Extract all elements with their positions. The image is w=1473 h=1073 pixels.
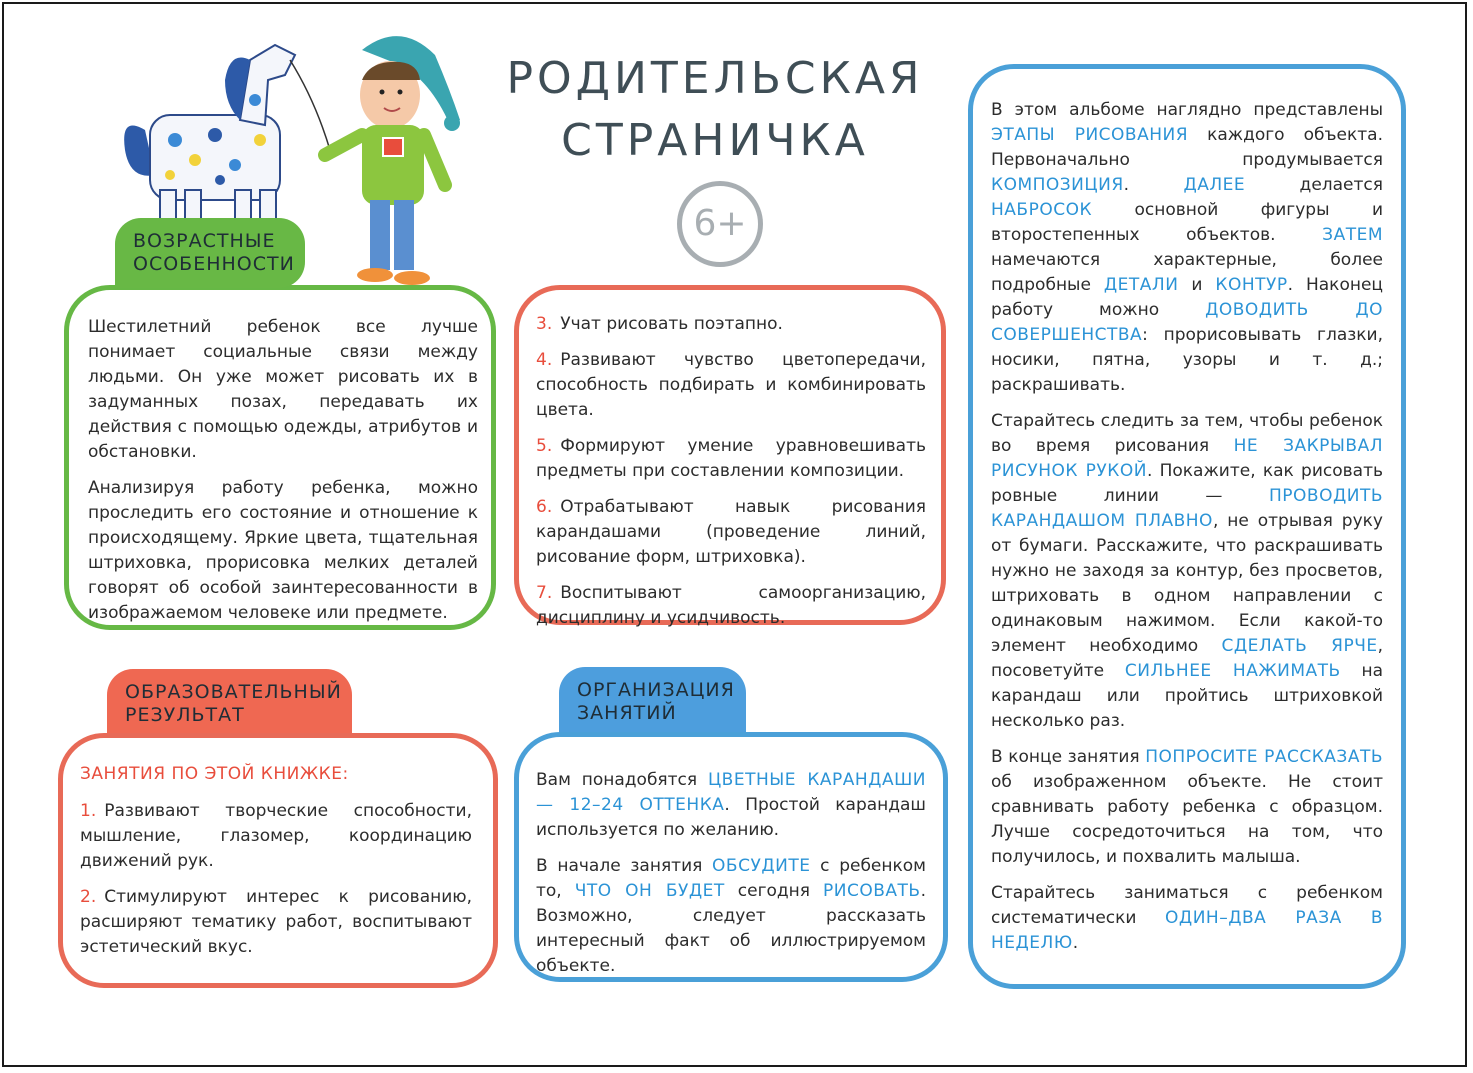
list-item: 5. Формируют умение уравновешивать предметы при составлении композиции. <box>536 436 926 481</box>
list-item: 3. Учат рисовать поэтапно. <box>536 314 783 334</box>
results-continued-list <box>536 312 926 642</box>
body-text: на карандаш или пройтись штриховкой несколько раз. <box>991 661 1383 731</box>
body-text: . Наконец работу можно <box>991 275 1383 320</box>
body-text: Старайтесь заниматься с ребенком систематически <box>991 883 1383 928</box>
list-item: 7. Воспитывают самоорганизацию, дисциплину и усидчивость. <box>536 583 926 628</box>
right-paragraph-4 <box>991 881 1383 956</box>
body-text: основной фигуры и второстепенных объектов. <box>991 200 1383 245</box>
right-column-text <box>991 98 1383 967</box>
boy-icon <box>325 36 460 285</box>
list-item: 6. Отрабатывают навык рисования карандашами (проведение линий, рисование форм, штриховка). <box>536 497 926 567</box>
age-features-tag: ВОЗРАСТНЫЕ ОСОБЕННОСТИ <box>115 218 305 288</box>
body-text: . <box>1072 933 1079 953</box>
highlight-text: СДЕЛАТЬ ЯРЧЕ <box>1221 636 1378 656</box>
highlight-text: НЕ ЗАКРЫВАЛ РИСУНОК РУКОЙ <box>991 436 1383 481</box>
highlight-text: НАБРОСОК <box>991 200 1093 220</box>
list-item: 1. Развивают творческие способности, мышление, глазомер, координацию движений рук. <box>80 801 472 871</box>
list-item: 2. Стимулируют интерес к рисованию, расширяют тематику работ, воспитывают эстетический вкус. <box>80 887 472 957</box>
body-text: В этом альбоме наглядно представлены <box>991 100 1383 120</box>
organization-tag: ОРГАНИЗАЦИЯ ЗАНЯТИЙ <box>559 667 746 737</box>
body-text: и <box>1178 275 1216 295</box>
body-text: делается <box>1245 175 1383 195</box>
body-text: . Покажите, как рисовать ровные линии — <box>991 461 1383 506</box>
body-text: , не отрывая руку от бумаги. Расскажите, что раскрашивать нужно не заходя за контур, без просветов, штриховать в одном направлении с одинаковым нажимом. Если какой-то элемент необходимо <box>991 511 1383 656</box>
organization-text <box>536 768 926 990</box>
body-text: В конце занятия <box>991 747 1146 767</box>
right-paragraph-3 <box>991 745 1383 870</box>
body-text: намечаются характерные, более подробные <box>991 250 1383 295</box>
body-text: об изображенном объекте. Не стоит сравнивать работу ребенка с образцом. Лучше сосредоточиться на том, что получилось, и похвалить малыша. <box>991 772 1383 867</box>
educational-result-heading: ЗАНЯТИЯ ПО ЭТОЙ КНИЖКЕ: <box>80 764 349 784</box>
highlight-text: КОНТУР <box>1215 275 1288 295</box>
body-text: , посоветуйте <box>991 636 1383 681</box>
highlight-text: ДОВОДИТЬ ДО СОВЕРШЕНСТВА <box>991 300 1383 345</box>
highlight-text: ДАЛЕЕ <box>1183 175 1246 195</box>
highlight-text: ПРОВОДИТЬ КАРАНДАШОМ ПЛАВНО <box>991 486 1383 531</box>
body-text: : прорисовывать глазки, носики, пятна, узоры и т. д.; раскрашивать. <box>991 325 1383 395</box>
body-text: . <box>1123 175 1184 195</box>
educational-result-tag: ОБРАЗОВАТЕЛЬНЫЙ РЕЗУЛЬТАТ <box>107 669 352 741</box>
right-paragraph-1 <box>991 98 1383 398</box>
highlight-text: ОДИН–ДВА РАЗА В НЕДЕЛЮ <box>991 908 1383 953</box>
body-text: каждого объекта. Первоначально продумывается <box>991 125 1383 170</box>
highlight-text: ПОПРОСИТЕ РАССКАЗАТЬ <box>1145 747 1383 767</box>
body-text: Старайтесь следить за тем, чтобы ребенок во время рисования <box>991 411 1383 456</box>
list-item: 4. Развивают чувство цветопередачи, способность подбирать и комбинировать цвета. <box>536 350 926 420</box>
age-badge: 6+ <box>677 181 763 267</box>
highlight-text: ДЕТАЛИ <box>1103 275 1179 295</box>
organization-paragraph-1: Вам понадобятся ЦВЕТНЫЕ КАРАНДАШИ — 12–24 ОТТЕНКА. Простой карандаш используется по желанию. <box>536 770 926 840</box>
highlight-text: КОМПОЗИЦИЯ <box>991 175 1124 195</box>
educational-result-text <box>80 762 472 971</box>
age-features-paragraph-2: Анализируя работу ребенка, можно проследить его состояние и отношение к происходящему. Яркие цвета, тщательная штриховка, прорисовка мелких деталей говорят об особой заинтересованности в изображаемом человеке или предмете. <box>88 478 478 623</box>
organization-paragraph-2: В начале занятия ОБСУДИТЕ с ребенком то, ЧТО ОН БУДЕТ сегодня РИСОВАТЬ. Возможно, следует рассказать интересный факт об иллюстрируемом объекте. <box>536 856 926 976</box>
age-features-text <box>88 315 478 637</box>
age-features-paragraph-1: Шестилетний ребенок все лучше понимает социальные связи между людьми. Он уже может рисовать их в задуманных позах, передавать их действия с помощью одежды, атрибутов и обстановки. <box>88 317 478 462</box>
right-paragraph-2 <box>991 409 1383 734</box>
page-title: РОДИТЕЛЬСКАЯ СТРАНИЧКА <box>506 53 924 166</box>
highlight-text: СИЛЬНЕЕ НАЖИМАТЬ <box>1124 661 1341 681</box>
highlight-text: ЭТАПЫ РИСОВАНИЯ <box>991 125 1189 145</box>
highlight-text: ЗАТЕМ <box>1322 225 1383 245</box>
